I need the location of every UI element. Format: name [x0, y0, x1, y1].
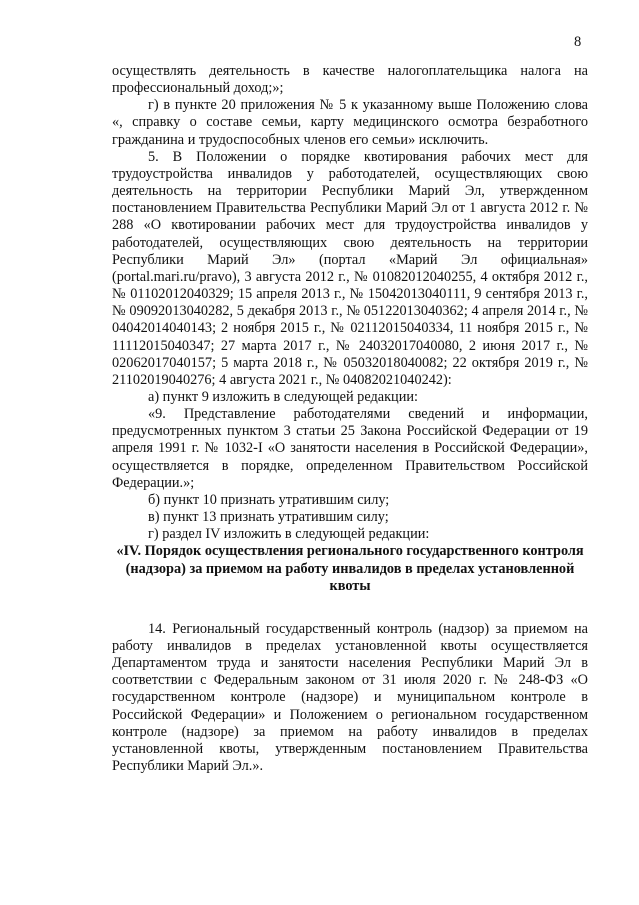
paragraph-item-v: в) пункт 13 признать утратившим силу;: [148, 509, 389, 526]
page-number: 8: [574, 34, 582, 50]
paragraph-point-9-text: «9. Представление работодателями сведений и информации, предусмотренных пунктом 3 статьи 25 Закона Российской Федерации от 19 апреля 1991 г. № 1032-I «О занятости населения в Российской Федерации», осуществляется в порядке, определенном Правительством Российской Федерации.»;: [112, 406, 588, 491]
spacer: [112, 595, 588, 621]
document-body: [112, 63, 588, 775]
section-heading: «IV. Порядок осуществления регионального государственного контроля (надзора) за приемом на работу инвалидов в пределах установленной квоты: [116, 543, 584, 594]
paragraph-item-g-point-20: г) в пункте 20 приложения № 5 к указанному выше Положению слова «, справку о составе семьи, карту медицинского осмотра безработного гражданина и трудоспособных членов его семьи» исключить.: [112, 97, 588, 148]
paragraph-item-g-section-4: г) раздел IV изложить в следующей редакции:: [148, 526, 430, 543]
paragraph-item-a: а) пункт 9 изложить в следующей редакции:: [148, 388, 418, 405]
paragraph-continuation: осуществлять деятельность в качестве налогоплательщика налога на профессиональный доход;»;: [112, 63, 588, 97]
paragraph-section-5: 5. В Положении о порядке квотирования рабочих мест для трудоустройства инвалидов у работодателей, осуществляющих свою деятельность на территории Республики Марий Эл, утвержденном постановлением Правительства Республики Марий Эл от 1 августа 2012 г. № 288 «О квотировании рабочих мест для трудоустройства инвалидов у работодателей, осуществляющих свою деятельность на территории Республики Марий Эл» (портал «Марий Эл официальная» (portal.mari.ru/pravo), 3 августа 2012 г., № 01082012040255, 4 октября 2012 г., № 01102012040329; 15 апреля 2013 г., № 15042013040111, 9 сентября 2013 г., № 09092013040282, 5 декабря 2013 г., № 05122013040362; 4 апреля 2014 г., № 04042014040143; 2 ноября 2015 г., № 02112015040334, 11 ноября 2015 г., № 11112015040347; 27 марта 2017 г., № 24032017040080, 2 июня 2017 г., № 02062017040157; 5 марта 2018 г., № 05032018040082; 22 октября 2019 г., № 21102019040276; 4 августа 2021 г., № 04082021040242):: [112, 148, 588, 388]
paragraph-point-14: 14. Региональный государственный контроль (надзор) за приемом на работу инвалидов в пределах установленной квоты осуществляется Департаментом труда и занятости населения Республики Марий Эл в соответствии с Федеральным законом от 31 июля 2020 г. № 248-ФЗ «О государственном контроле (надзоре) и муниципальном контроле в Российской Федерации» и Положением о региональном государственном контроле (надзоре) за приемом на работу инвалидов в пределах установленной квоты, утвержденным постановлением Правительства Республики Марий Эл.».: [112, 620, 588, 775]
paragraph-item-b: б) пункт 10 признать утратившим силу;: [148, 491, 390, 508]
